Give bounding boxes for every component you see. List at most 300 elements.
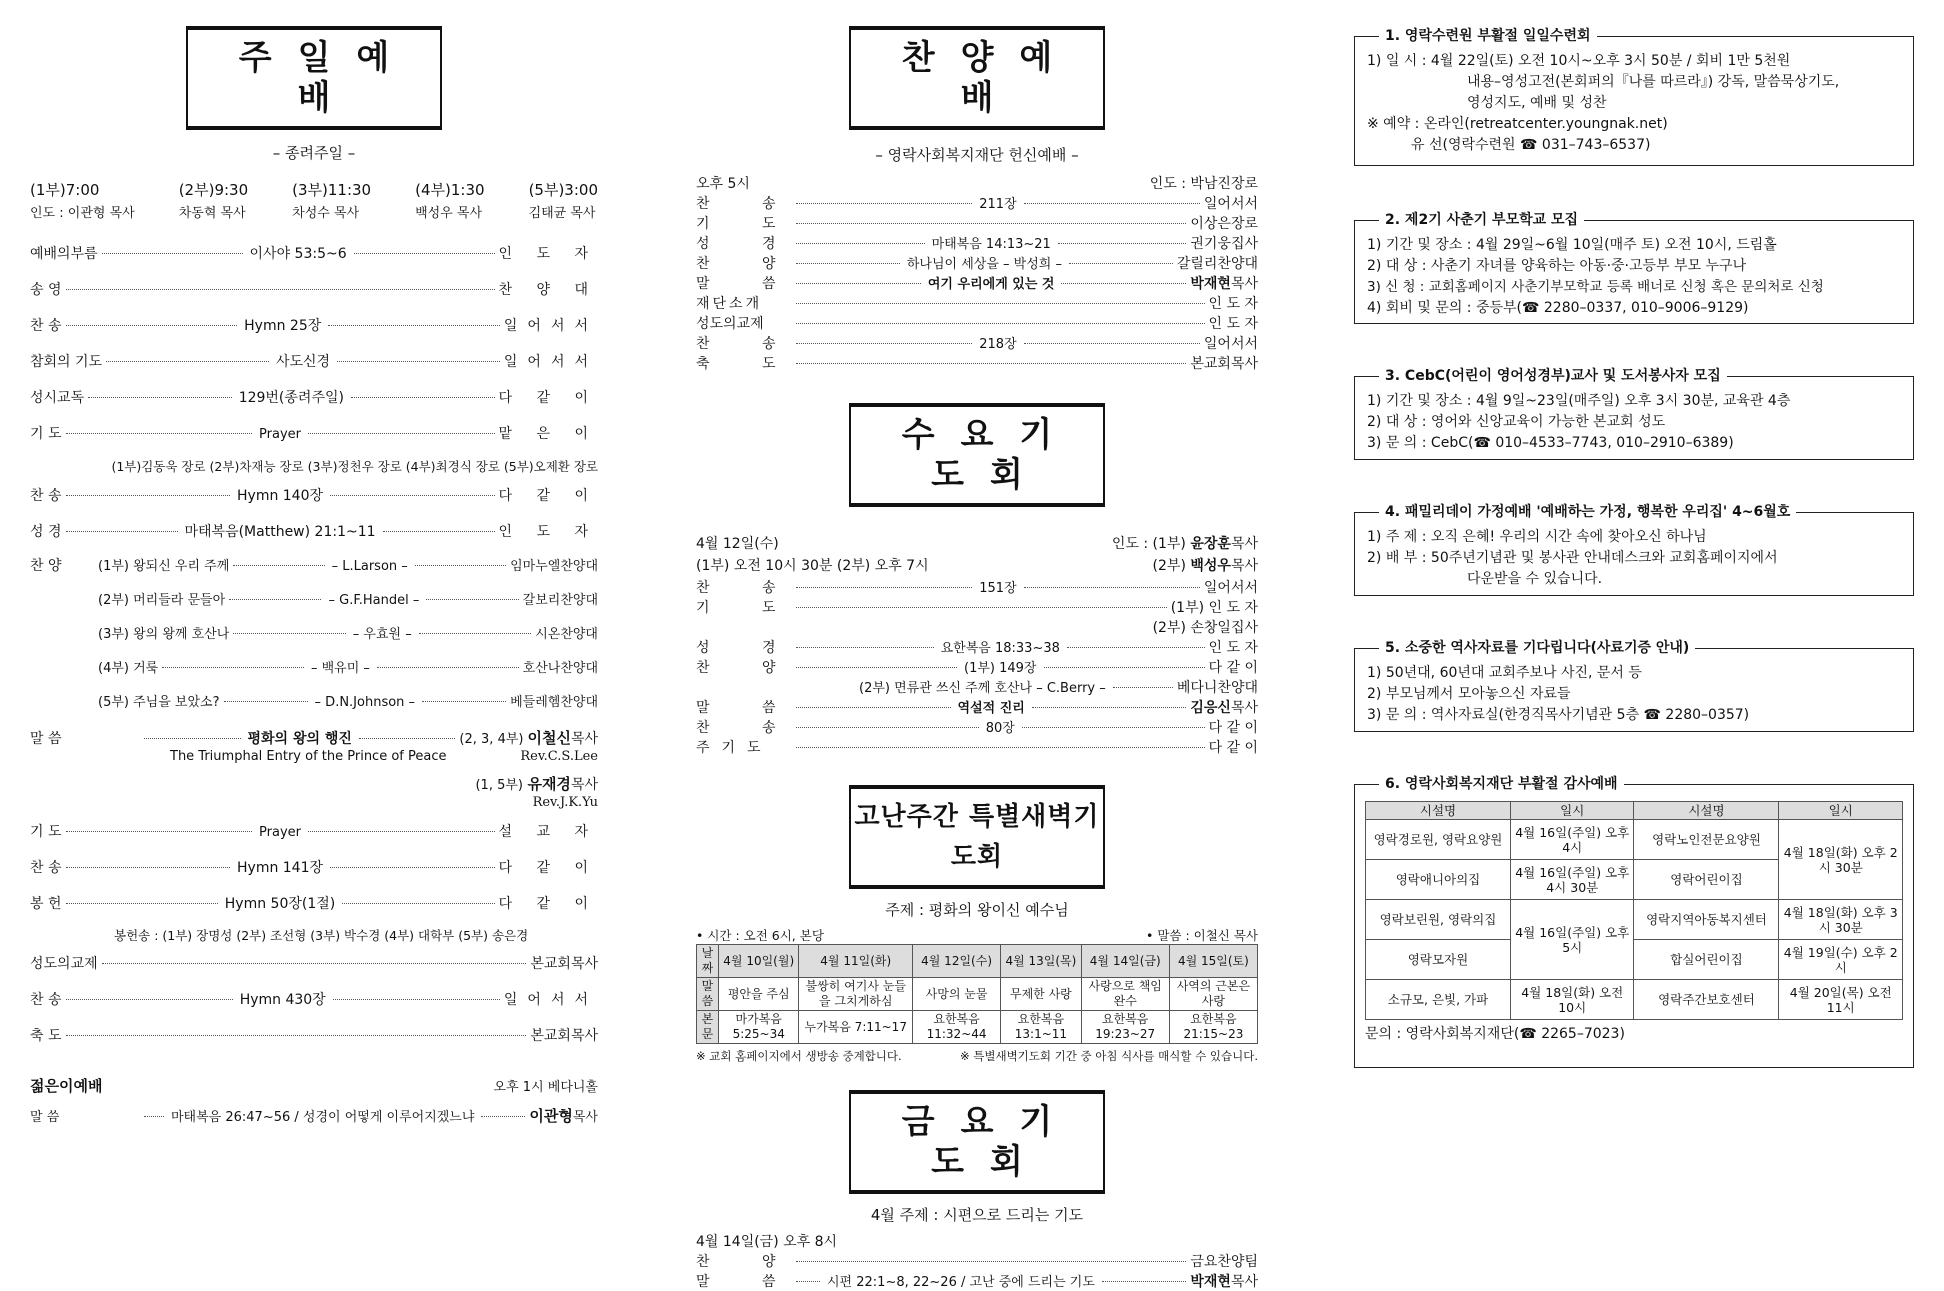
order-row [696, 577, 1258, 597]
order-content: Hymn 25장 [244, 318, 322, 334]
table-row [1366, 900, 1903, 940]
order-content: 이사야 53:5~6 [249, 246, 347, 262]
order-leader: 일어서서 [503, 354, 599, 370]
order-leader: 금요찬양팀 [1190, 1254, 1258, 1270]
service-4 [415, 179, 484, 221]
leader-prefix: 인도 : (1부) [1111, 536, 1186, 552]
order-content: Hymn 50장(1절) [224, 896, 336, 912]
order-leader: 베다니찬양대 [1176, 680, 1258, 696]
dawn-preacher: • 말씀 : 이철신 목사 [1145, 928, 1258, 943]
order-label: 성도의교제 [696, 316, 764, 332]
order-label: 예배의부름 [30, 246, 98, 262]
table-cell: 영락주간보호센터 [1634, 980, 1779, 1020]
order-row [30, 243, 598, 279]
table-header: 일시 [1779, 802, 1903, 820]
service-2 [179, 179, 248, 221]
preacher-title: 목사 [570, 731, 599, 747]
table-cell: 사랑으로 책임완수 [1081, 978, 1169, 1011]
order-row [30, 485, 598, 521]
notice-line: 2) 대 상 : 사춘기 자녀를 양육하는 아동·중·고등부 부모 누구나 [1367, 258, 1747, 274]
order-leader: 본교회목사 [1190, 356, 1258, 372]
order-content: (2부) 면류관 쓰신 주께 호산나 – C.Berry – [859, 681, 1106, 696]
table-header: 4월 10일(월) [718, 945, 799, 978]
table-header: 4월 14일(금) [1081, 945, 1169, 978]
notice-line: 1) 일 시 : 4월 22일(토) 오전 10시~오후 3시 50분 / 회비 1만 5천원 [1367, 53, 1791, 69]
table-header: 시설명 [1366, 802, 1511, 820]
order-label: 주기도 [696, 740, 773, 756]
order-content: Hymn 141장 [237, 860, 324, 876]
table-cell: 영락어린이집 [1634, 860, 1779, 900]
notice-title: 3. CebC(어린이 영어성경부)교사 및 도서봉사자 모집 [1379, 366, 1727, 387]
order-leader: 일어서서 [1203, 196, 1259, 212]
notice-title: 6. 영락사회복지재단 부활절 감사예배 [1379, 774, 1624, 795]
sermon-english-preacher: Rev.C.S.Lee [520, 749, 598, 764]
anthem-row [98, 555, 598, 589]
sunday-subtitle: – 종려주일 – [272, 144, 356, 162]
notice-line: 영성지도, 예배 및 성찬 [1467, 95, 1607, 111]
wednesday-order [696, 577, 1258, 757]
anthem-choir: 임마누엘찬양대 [510, 559, 599, 574]
order-row [30, 821, 598, 857]
preacher-title: 목사 [1230, 536, 1258, 552]
order-content: 129번(종려주일) [238, 390, 344, 406]
order-content: 마태복음 14:13~21 [931, 237, 1051, 252]
order-label: 성도의교제 [30, 956, 98, 972]
wednesday-header [696, 533, 1258, 555]
order-content: Hymn 140장 [237, 488, 324, 504]
preacher-title: 목사 [1230, 700, 1258, 716]
order-row [696, 637, 1258, 657]
youth-time: 오후 1시 베다니홀 [493, 1080, 598, 1095]
order-row [30, 1025, 598, 1061]
order-row [30, 893, 598, 923]
order-leader: 설 교 자 [498, 824, 599, 840]
table-cell: 4월 20일(목) 오전 11시 [1779, 980, 1903, 1020]
anthem-title: (2부) 머리들라 문들아 [98, 593, 226, 608]
service-pastor: 백성우 목사 [415, 206, 483, 221]
table-cell: 사역의 근본은 사랑 [1169, 978, 1257, 1011]
order-label: 성시교독 [30, 390, 85, 406]
order-row [30, 387, 598, 423]
table-cell: 불쌍히 여기사 눈들을 그치게하심 [799, 978, 913, 1011]
dawn-note: ※ 교회 홈페이지에서 생방송 중계합니다. [696, 1049, 902, 1063]
order-label: 찬 송 [30, 318, 62, 334]
order-leader: 김응신 [1190, 700, 1231, 716]
wednesday-times [696, 555, 1258, 577]
sermon-services: (1, 5부) [475, 778, 523, 793]
row-label: 말씀 [697, 978, 719, 1011]
offering-note: 봉헌송 : (1부) 장명성 (2부) 조선형 (3부) 박수경 (4부) 대학부 (5부) 송은경 [114, 928, 529, 943]
table-row [1366, 820, 1903, 860]
notice-title: 1. 영락수련원 부활절 일일수련회 [1379, 26, 1597, 47]
order-row [30, 521, 598, 555]
order-row [696, 697, 1258, 717]
notice-box [1354, 28, 1914, 166]
wednesday-time-text: (1부) 오전 10시 30분 (2부) 오후 7시 [696, 558, 929, 574]
order-label: 말 씀 [30, 1110, 60, 1125]
anthem-block [30, 555, 598, 725]
table-cell: 평안을 주심 [718, 978, 799, 1011]
order-leader: 인 도 자 [498, 246, 598, 262]
order-label: 찬 송 [30, 992, 62, 1008]
order-content: 151장 [979, 581, 1017, 596]
order-leader: (1부) 인 도 자 [1170, 600, 1258, 616]
order-label: 찬 양 [696, 660, 800, 676]
order-label: 말 씀 [696, 700, 800, 716]
notice-line: 1) 50년대, 60년대 교회주보나 사진, 문서 등 [1367, 665, 1642, 681]
order-leader: 맡 은 이 [498, 426, 599, 442]
notice-line: 2) 배 부 : 50주년기념관 및 봉사관 안내데스크와 교회홈페이지에서 [1367, 550, 1778, 566]
youth-title: 젊은이예배 [30, 1077, 103, 1095]
table-cell: 요한복음 19:23~27 [1081, 1011, 1169, 1044]
order-content: 시편 22:1~8, 22~26 / 고난 중에 드리는 기도 [827, 1275, 1095, 1290]
order-content: 218장 [979, 337, 1017, 352]
order-leader: 다 같 이 [1208, 740, 1258, 756]
table-cell: 무제한 사랑 [1001, 978, 1082, 1011]
notice-line: 2) 대 상 : 영어와 신앙교육이 가능한 본교회 성도 [1367, 414, 1666, 430]
leader-prefix: (2부) [1152, 558, 1186, 574]
service-pastor: 차동혁 목사 [178, 206, 246, 221]
table-cell: 영락지역아동복지센터 [1634, 900, 1779, 940]
order-label: 찬 양 [696, 256, 800, 272]
order-row [30, 989, 598, 1025]
dawn-table [696, 944, 1258, 1044]
sermon-row2 [30, 773, 598, 795]
order-label: 찬 송 [30, 488, 62, 504]
order-label: 축 도 [30, 1028, 62, 1044]
praise-leader: 인도 : 박남진장로 [1149, 176, 1258, 192]
friday-theme: 4월 주제 : 시편으로 드리는 기도 [870, 1206, 1084, 1224]
table-cell: 누가복음 7:11~17 [799, 1011, 913, 1044]
table-cell: 4월 16일(주일) 오후 5시 [1510, 900, 1634, 980]
order-label: 말 씀 [696, 1274, 800, 1290]
anthem-choir: 갈보리찬양대 [522, 593, 599, 608]
table-row [697, 978, 1258, 1011]
notice-line: 유 선(영락수련원 ☎ 031–743–6537) [1411, 137, 1651, 153]
table-row [1366, 940, 1903, 980]
order-label: 찬 양 [30, 558, 62, 574]
table-header: 4월 13일(목) [1001, 945, 1082, 978]
order-row [696, 657, 1258, 677]
order-row [696, 677, 1258, 697]
sermon-row [30, 727, 598, 749]
order-label: 찬 송 [696, 336, 800, 352]
notice-box [1354, 776, 1914, 1068]
notice-line: 3) 문 의 : CebC(☎ 010–4533–7743, 010–2910–6389) [1367, 435, 1734, 451]
notice-line: 3) 신 청 : 교회홈페이지 사춘기부모학교 등록 배너로 신청 혹은 문의처로 신청 [1367, 279, 1824, 295]
table-header: 4월 11일(화) [799, 945, 913, 978]
order-label: 참회의 기도 [30, 354, 103, 370]
preacher-title: 목사 [1230, 1274, 1258, 1290]
order-row [30, 423, 598, 453]
order-content: 80장 [985, 721, 1015, 736]
dawn-time: • 시간 : 오전 6시, 본당 [696, 928, 824, 943]
order-row [696, 717, 1258, 737]
youth-preacher: 이관형 [529, 1107, 573, 1125]
table-cell: 영락애니아의집 [1366, 860, 1511, 900]
order-content: 마태복음(Matthew) 21:1~11 [184, 524, 376, 540]
friday-date: 4월 14일(금) 오후 8시 [696, 1234, 838, 1250]
order-leader: 박재현 [1190, 276, 1231, 292]
table-cell: 요한복음 13:1~11 [1001, 1011, 1082, 1044]
order-leader: 본교회목사 [530, 956, 598, 972]
table-cell: 요한복음 21:15~23 [1169, 1011, 1257, 1044]
anthem-title: (1부) 왕되신 우리 주께 [98, 559, 230, 574]
sermon-services: (2, 3, 4부) [459, 732, 524, 747]
youth-sermon-row [30, 1105, 598, 1126]
order-leader: 일어서서 [1203, 580, 1259, 596]
preacher-title: 목사 [1230, 558, 1258, 574]
anthem-composer: – 백유미 – [310, 661, 370, 676]
easter-table [1365, 801, 1903, 1020]
table-cell: 4월 19일(수) 오후 2시 [1779, 940, 1903, 980]
table-cell: 영락노인전문요양원 [1634, 820, 1779, 860]
table-cell: 사망의 눈물 [913, 978, 1001, 1011]
table-cell: 영락보린원, 영락의집 [1366, 900, 1511, 940]
table-row [697, 1011, 1258, 1044]
table-header: 날짜 [697, 945, 719, 978]
table-cell: 마가복음 5:25~34 [718, 1011, 799, 1044]
order-label: 기 도 [30, 426, 62, 442]
dawn-info [696, 926, 1258, 944]
order-leader: 다 같 이 [1208, 660, 1258, 676]
service-5 [529, 179, 598, 221]
row-label: 본문 [697, 1011, 719, 1044]
order-label: 기 도 [30, 824, 62, 840]
middle-column [696, 0, 1258, 1291]
youth-sermon-text: 마태복음 26:47~56 / 성경이 어떻게 이루어지겠느냐 [171, 1110, 475, 1125]
anthem-row [98, 657, 598, 691]
table-cell: 요한복음 11:32~44 [913, 1011, 1001, 1044]
table-cell: 영락경로원, 영락요양원 [1366, 820, 1511, 860]
sunday-service-column [30, 0, 598, 1126]
service-time: (3부)11:30 [292, 181, 372, 199]
anthem-composer: – D.N.Johnson – [314, 695, 416, 710]
sermon-english [30, 749, 598, 773]
wednesday-leader: 윤장훈 [1190, 536, 1231, 552]
order-row [696, 273, 1258, 293]
praise-subtitle: – 영락사회복지재단 헌신예배 – [875, 146, 1079, 164]
notice-title: 4. 패밀리데이 가정예배 '예배하는 가정, 행복한 우리집' 4~6월호 [1379, 502, 1796, 523]
preacher-title: 목사 [570, 777, 598, 793]
anthem-row [98, 691, 598, 725]
table-header: 4월 15일(토) [1169, 945, 1257, 978]
order-label: 찬 송 [696, 720, 800, 736]
notice-box [1354, 640, 1914, 732]
sermon-preacher: 유재경 [527, 775, 571, 793]
order-leader: 찬 양 대 [498, 282, 598, 298]
service-time: (5부)3:00 [528, 181, 598, 199]
table-cell: 4월 16일(주일) 오후 4시 30분 [1510, 860, 1634, 900]
sermon-preacher: 이철신 [527, 729, 571, 747]
order-row [696, 293, 1258, 313]
dawn-theme: 주제 : 평화의 왕이신 예수님 [885, 901, 1069, 919]
table-cell: 영락모자원 [1366, 940, 1511, 980]
order-leader: 권기웅집사 [1190, 236, 1259, 252]
order-row [30, 351, 598, 387]
service-pastor: 인도 : 이관형 목사 [30, 206, 135, 221]
service-time: (2부)9:30 [178, 181, 249, 199]
order-row [696, 213, 1258, 233]
table-cell: 4월 18일(화) 오전 10시 [1510, 980, 1634, 1020]
wednesday-note: (2부) 손창일집사 [1152, 620, 1258, 636]
order-leader: 인 도 자 [498, 524, 599, 540]
table-cell: 4월 18일(화) 오후 2시 30분 [1779, 820, 1903, 900]
sermon-english-preacher: Rev.J.K.Yu [532, 795, 598, 810]
anthem-choir: 시온찬양대 [535, 627, 598, 642]
order-row [696, 737, 1258, 757]
notice-line: 1) 주 제 : 오직 은혜! 우리의 시간 속에 찾아오신 하나님 [1367, 529, 1707, 545]
easter-contact: 문의 : 영락사회복지재단(☎ 2265–7023) [1365, 1026, 1625, 1042]
notice-line: 2) 부모님께서 모아놓으신 자료들 [1367, 686, 1571, 702]
notice-title: 5. 소중한 역사자료를 기다립니다(사료기증 안내) [1379, 638, 1695, 659]
notice-box [1354, 504, 1914, 596]
table-header-row [1366, 802, 1903, 820]
order-content: 역설적 진리 [957, 701, 1025, 716]
sunday-title: 주일예배 [186, 26, 442, 130]
order-row [30, 953, 598, 989]
order-label: 봉 헌 [30, 896, 62, 912]
service-times [30, 179, 598, 221]
notice-line: 1) 기간 및 장소 : 4월 29일~6월 10일(매주 토) 오전 10시, 드림홀 [1367, 237, 1777, 253]
order-row [30, 857, 598, 893]
table-cell: 4월 18일(화) 오후 3시 30분 [1779, 900, 1903, 940]
notice-line: 3) 문 의 : 역사자료실(한경직목사기념관 5층 ☎ 2280–0357) [1367, 707, 1750, 723]
anthem-composer: – 우효원 – [352, 627, 412, 642]
preacher-title: 목사 [572, 1110, 598, 1125]
order-content: Prayer [259, 825, 301, 840]
order-label: 기 도 [696, 216, 800, 232]
anthem-title: (4부) 거룩 [98, 661, 159, 676]
anthem-title: (3부) 왕의 왕께 호산나 [98, 627, 230, 642]
sunday-order [30, 243, 598, 1061]
order-label: 말 씀 [30, 731, 62, 747]
order-content: 요한복음 18:33~38 [940, 641, 1060, 656]
order-row [696, 353, 1258, 373]
order-content: Hymn 430장 [239, 992, 326, 1008]
youth-service [30, 1075, 598, 1126]
anthem-choir: 베들레헴찬양대 [510, 695, 598, 710]
notice-line: ※ 예약 : 온라인(retreatcenter.youngnak.net) [1367, 116, 1668, 132]
praise-time: 오후 5시 [696, 176, 750, 192]
order-label: 성 경 [696, 640, 800, 656]
table-header-row [697, 945, 1258, 978]
order-row [696, 1271, 1258, 1291]
praise-order [696, 193, 1258, 373]
table-cell: 소규모, 은빛, 가파 [1366, 980, 1511, 1020]
wednesday-leader: 백성우 [1190, 558, 1231, 574]
order-leader: 일어서서 [503, 318, 599, 334]
order-row [696, 193, 1258, 213]
order-label: 찬 송 [30, 860, 62, 876]
order-leader: 이상은장로 [1190, 216, 1258, 232]
order-row [30, 315, 598, 351]
notice-box [1354, 212, 1914, 324]
order-leader: 박재현 [1190, 1274, 1231, 1290]
order-label: 찬 송 [696, 196, 800, 212]
order-leader: 다 같 이 [498, 896, 599, 912]
order-label: 재단소개 [696, 296, 763, 312]
wednesday-date: 4월 12일(수) [696, 536, 779, 552]
dawn-title: 고난주간 특별새벽기도회 [849, 785, 1105, 889]
service-time: (1부)7:00 [30, 181, 100, 199]
order-label: 축 도 [696, 356, 800, 372]
order-leader: 인 도 자 [1208, 640, 1258, 656]
order-content: 하나님이 세상을 – 박성희 – [906, 257, 1062, 272]
service-1 [30, 179, 135, 221]
anthem-choir: 호산나찬양대 [522, 661, 599, 676]
table-header: 시설명 [1634, 802, 1779, 820]
anthem-row [98, 623, 598, 657]
notice-line: 다운받을 수 있습니다. [1467, 571, 1603, 587]
service-3 [292, 179, 371, 221]
friday-title: 금요기도회 [849, 1090, 1105, 1194]
order-label: 찬 양 [696, 1254, 800, 1270]
order-leader: 다 같 이 [1208, 720, 1258, 736]
anthem-title: (5부) 주님을 보았소? [98, 695, 220, 710]
order-label: 성 경 [30, 524, 62, 540]
order-row [696, 1251, 1258, 1271]
anthem-composer: – L.Larson – [331, 559, 408, 574]
table-header: 4월 12일(수) [913, 945, 1001, 978]
prayer-note: (1부)김동욱 장로 (2부)차재능 장로 (3부)정천우 장로 (4부)최경식 장로 (5부)오제환 장로 [111, 459, 598, 474]
order-leader: 다 같 이 [498, 488, 599, 504]
sermon-title: 평화의 왕의 행진 [247, 731, 352, 747]
anthem-composer: – G.F.Handel – [328, 593, 420, 608]
notice-title: 2. 제2기 사춘기 부모학교 모집 [1379, 210, 1584, 231]
order-label: 말 씀 [696, 276, 800, 292]
table-cell: 합실어린이집 [1634, 940, 1779, 980]
order-content: (1부) 149장 [964, 661, 1037, 676]
service-time: (4부)1:30 [415, 181, 485, 199]
order-content: 211장 [979, 197, 1017, 212]
notice-line: 1) 기간 및 장소 : 4월 9일~23일(매주일) 오후 3시 30분, 교육관 4층 [1367, 393, 1791, 409]
order-row [696, 333, 1258, 353]
notice-line: 4) 회비 및 문의 : 중등부(☎ 2280–0337, 010–9006–9129) [1367, 300, 1749, 316]
order-leader: 인 도 자 [1208, 296, 1258, 312]
preacher-title: 목사 [1230, 276, 1258, 292]
order-leader: 다 같 이 [498, 860, 599, 876]
sermon-english-title: The Triumphal Entry of the Prince of Peace [170, 749, 447, 764]
order-content: Prayer [259, 427, 301, 442]
order-label: 성 경 [696, 236, 800, 252]
order-leader: 다 같 이 [498, 390, 599, 406]
order-row [30, 279, 598, 315]
order-row [696, 597, 1258, 617]
order-leader: 일어서서 [1203, 336, 1259, 352]
praise-header [696, 173, 1258, 193]
order-row [696, 233, 1258, 253]
service-pastor: 차성수 목사 [292, 206, 360, 221]
table-header: 일시 [1510, 802, 1634, 820]
table-cell: 4월 16일(주일) 오후 4시 [1510, 820, 1634, 860]
order-label: 송 영 [30, 282, 62, 298]
anthem-row [98, 589, 598, 623]
order-row [696, 253, 1258, 273]
order-row [696, 313, 1258, 333]
order-label: 찬 송 [696, 580, 800, 596]
notice-box [1354, 368, 1914, 460]
dawn-notes [696, 1048, 1258, 1064]
order-content: 여기 우리에게 있는 것 [927, 277, 1055, 292]
service-pastor: 김태균 목사 [528, 206, 596, 221]
order-leader: 갈릴리찬양대 [1176, 256, 1258, 272]
order-leader: 본교회목사 [530, 1028, 598, 1044]
notice-line: 내용–영성고전(본회퍼의『나를 따르라』) 강독, 말씀묵상기도, [1467, 74, 1840, 90]
table-row [1366, 980, 1903, 1020]
dawn-note: ※ 특별새벽기도회 기간 중 아침 식사를 매식할 수 있습니다. [959, 1049, 1258, 1063]
order-label: 기 도 [696, 600, 800, 616]
